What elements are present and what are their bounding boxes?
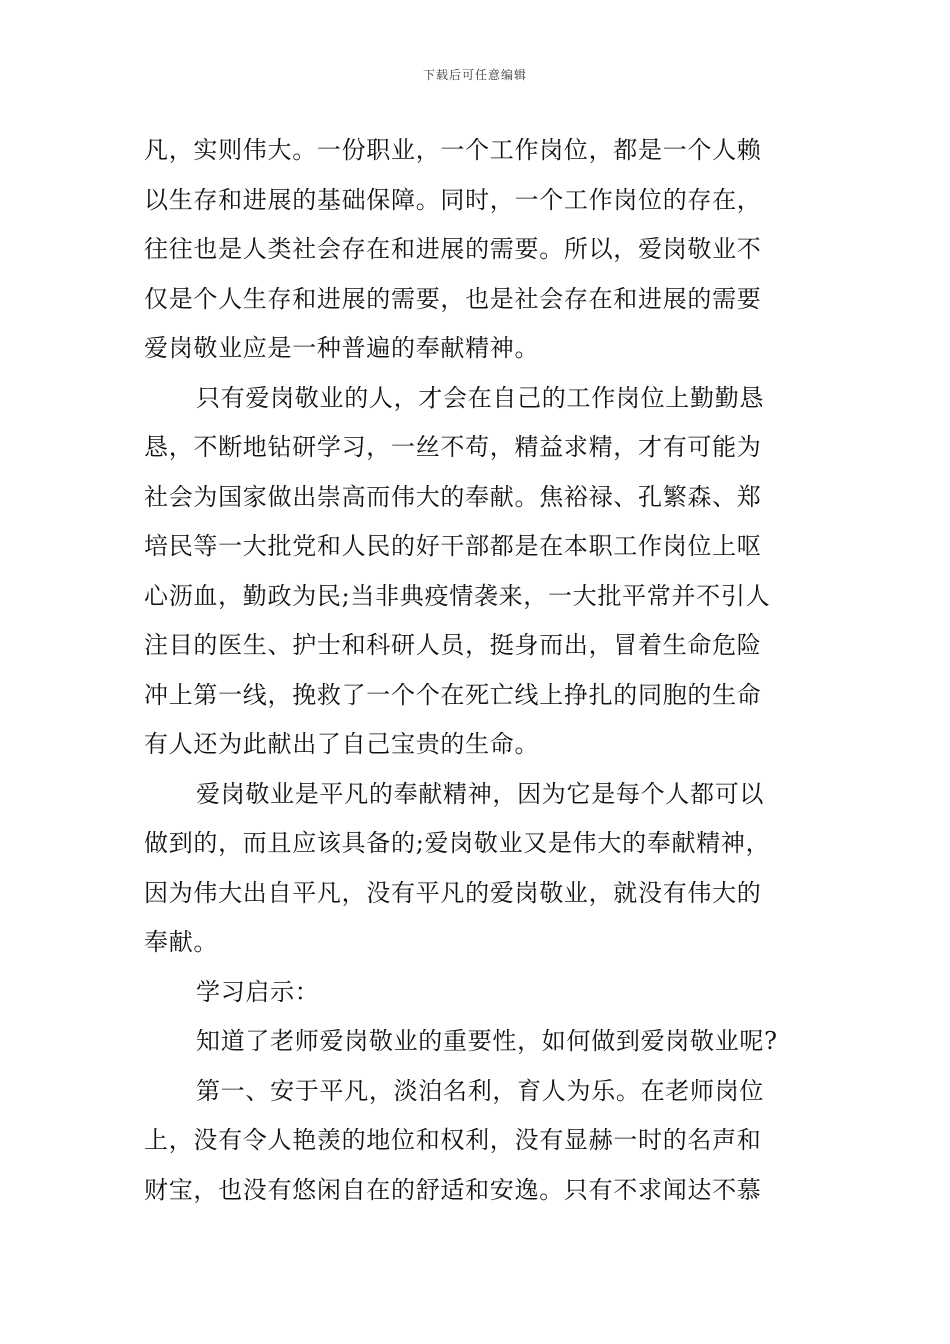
paragraph-start-line: 爱岗敬业是平凡的奉献精神，因为它是每个人都可以 (196, 779, 765, 808)
text-line: 培民等一大批党和人民的好干部都是在本职工作岗位上呕 (144, 532, 762, 560)
text-line: 奉献。 (144, 928, 219, 956)
section-heading: 学习启示： (196, 977, 320, 1006)
text-line: 恳，不断地钻研学习，一丝不苟，精益求精，才有可能为 (144, 433, 762, 461)
text-line: 有人还为此献出了自己宝贵的生命。 (144, 730, 540, 758)
text-line: 心沥血，勤政为民;当非典疫情袭来，一大批平常并不引人 (144, 581, 771, 610)
text-line: 往往也是人类社会存在和进展的需要。所以，爱岗敬业不 (144, 235, 762, 263)
text-line: 冲上第一线，挽救了一个个在死亡线上挣扎的同胞的生命 (144, 680, 762, 709)
text-line: 社会为国家做出崇高而伟大的奉献。焦裕禄、孔繁森、郑 (144, 482, 762, 511)
paragraph-start-line: 知道了老师爱岗敬业的重要性，如何做到爱岗敬业呢? (196, 1027, 778, 1055)
text-line: 凡，实则伟大。一份职业，一个工作岗位，都是一个人赖 (144, 136, 762, 164)
text-line: 因为伟大出自平凡，没有平凡的爱岗敬业，就没有伟大的 (144, 878, 762, 907)
text-line: 做到的，而且应该具备的;爱岗敬业又是伟大的奉献精神， (144, 829, 771, 857)
paragraph-start-line: 只有爱岗敬业的人，才会在自己的工作岗位上勤勤恳 (196, 383, 765, 412)
text-line: 以生存和进展的基础保障。同时，一个工作岗位的存在， (144, 185, 762, 214)
text-line: 仅是个人生存和进展的需要，也是社会存在和进展的需要 (144, 284, 762, 313)
text-line: 上，没有令人艳羡的地位和权利，没有显赫一时的名声和 (144, 1126, 762, 1154)
text-line: 爱岗敬业应是一种普遍的奉献精神。 (144, 334, 540, 362)
page-header: 下载后可任意编辑 (422, 68, 527, 82)
text-line: 注目的医生、护士和科研人员，挺身而出，冒着生命危险 (144, 631, 762, 659)
paragraph-start-line: 第一、安于平凡，淡泊名利，育人为乐。在老师岗位 (196, 1076, 765, 1105)
document-body (144, 126, 808, 1215)
text-line: 财宝，也没有悠闲自在的舒适和安逸。只有不求闻达不慕 (144, 1175, 762, 1204)
